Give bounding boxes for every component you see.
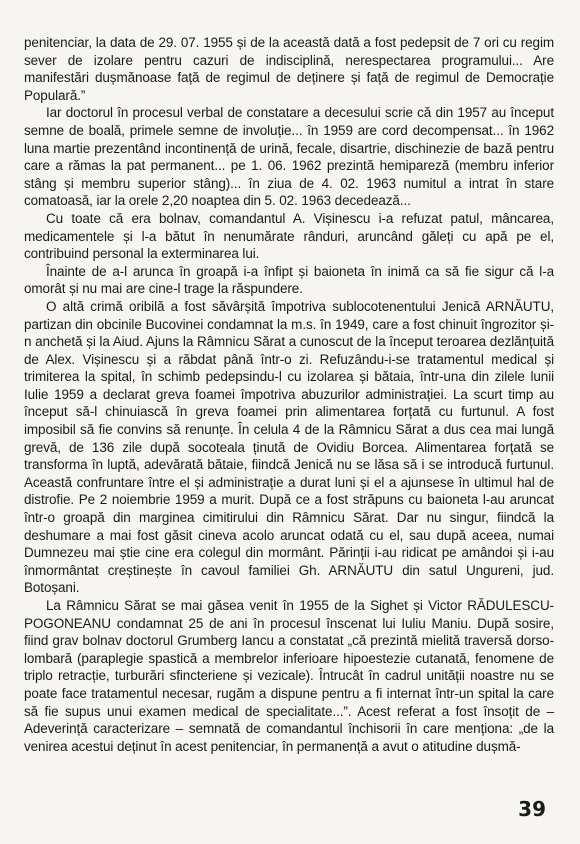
paragraph-5: O altă crimă oribilă a fost săvârșită împotriva sublocotenentului Jenică ARNĂUTU, partizan din obcinile Bucovinei condamnat la m.s. în 1949, care a fost chinuit îngrozitor și-n anchetă și la Aiud. Ajuns la Râmnicu Sărat a cunoscut de la început teroarea dezlănțuită de Alex. Vișinescu și a răbdat până într-o zi. Refuzându-i-se tratamentul medical și trimiterea la spital, în schimb pedepsindu-l cu izolarea și bătaia, într-una din zilele lunii Iulie 1959 a declarat greva foamei împotriva abuzurilor administrației. La scurt timp au început să-l chinuiască în greva foamei prin alimentarea forțată cu furtunul. A fost imposibil să fie convins să renunțe. În celula 4 de la Râmnicu Sărat a dus cea mai lungă grevă, de 136 zile după socoteala ținută de Ovidiu Borcea. Alimentarea forțată se transforma în luptă, adevărată bătaie, fiindcă Jenică nu se lăsa să i se introducă furtunul. Această confruntare între el și administrație a durat luni și el a ajunsese în ultimul hal de distrofie. Pe 2 noiembrie 1959 a murit. După ce a fost străpuns cu baioneta l-au aruncat într-o groapă din marginea cimitirului din Râmnicu Sărat. Dar nu singur, fiindcă la deshumare a mai fost găsit cineva acolo aruncat odată cu el, sau după aceea, numai Dumnezeu mai știe cine era colegul din mormânt. Părinții i-au ridicat pe amândoi și i-au înmormântat creștinește în cavoul familiei Gh. ARNĂUTU din satul Ungureni, jud. Botoșani.: [24, 298, 554, 596]
paragraph-2: Iar doctorul în procesul verbal de constatare a decesului scrie că din 1957 au început semne de boală, primele semne de involuție... în 1959 are cord decompensat... în 1962 luna martie prezentând incontinență de urină, fecale, disartrie, dischinezie de bază pentru care a rămas la pat permanent... pe 1. 06. 1962 prezintă hemipareză (membru inferior stâng și membru superior stâng)... în ziua de 4. 02. 1963 numitul a intrat în stare comatoasă, iar la orele 2,20 noaptea din 5. 02. 1963 decedează...: [24, 105, 554, 209]
paragraph-3: Cu toate că era bolnav, comandantul A. Vișinescu i-a refuzat patul, mâncarea, medicamentele și l-a bătut în nenumărate rânduri, aruncând găleți cu apă pe el, contribuind personal la exterminarea lui.: [24, 210, 554, 262]
paragraph-1: penitenciar, la data de 29. 07. 1955 și de la această dată a fost pedepsit de 7 ori cu regim sever de izolare pentru cazuri de indisciplină, nerespectarea programului... Are manifestări dușmănoase față de regimul de deținere și față de regimul de Democrație Populară.”: [24, 35, 554, 103]
page-number: 39: [518, 797, 546, 821]
paragraph-6: La Râmnicu Sărat se mai găsea venit în 1955 de la Sighet și Victor RĂDULESCU-POGONEANU condamnat 25 de ani în procesul înscenat lui Iuliu Maniu. După sosire, fiind grav bolnav doctorul Grumberg Iancu a constatat „că prezintă mielită traversă dorso-lombară (paraplegie spastică a membrelor inferioare hipoestezie cutanată, fenomene de triplo retracție, turburări sfincteriene și vezicale). Întrucât în cadrul unității noastre nu se poate face tratamentul necesar, rugăm a dispune pentru a fi internat într-un spital la care să fie supus unui examen medical de specialitate...”. Acest referat a fost însoțit de – Adeverință caracterizare – semnată de comandantul închisorii în care menționa: „de la venirea acestui deținut în acest penitenciar, în permanență a avut o atitudine dușmă-: [24, 598, 554, 754]
paragraph-4: Înainte de a-l arunca în groapă i-a înfipt și baioneta în inimă ca să fie sigur că l-a omorât și nu mai are cine-l trage la răspundere.: [24, 263, 554, 297]
